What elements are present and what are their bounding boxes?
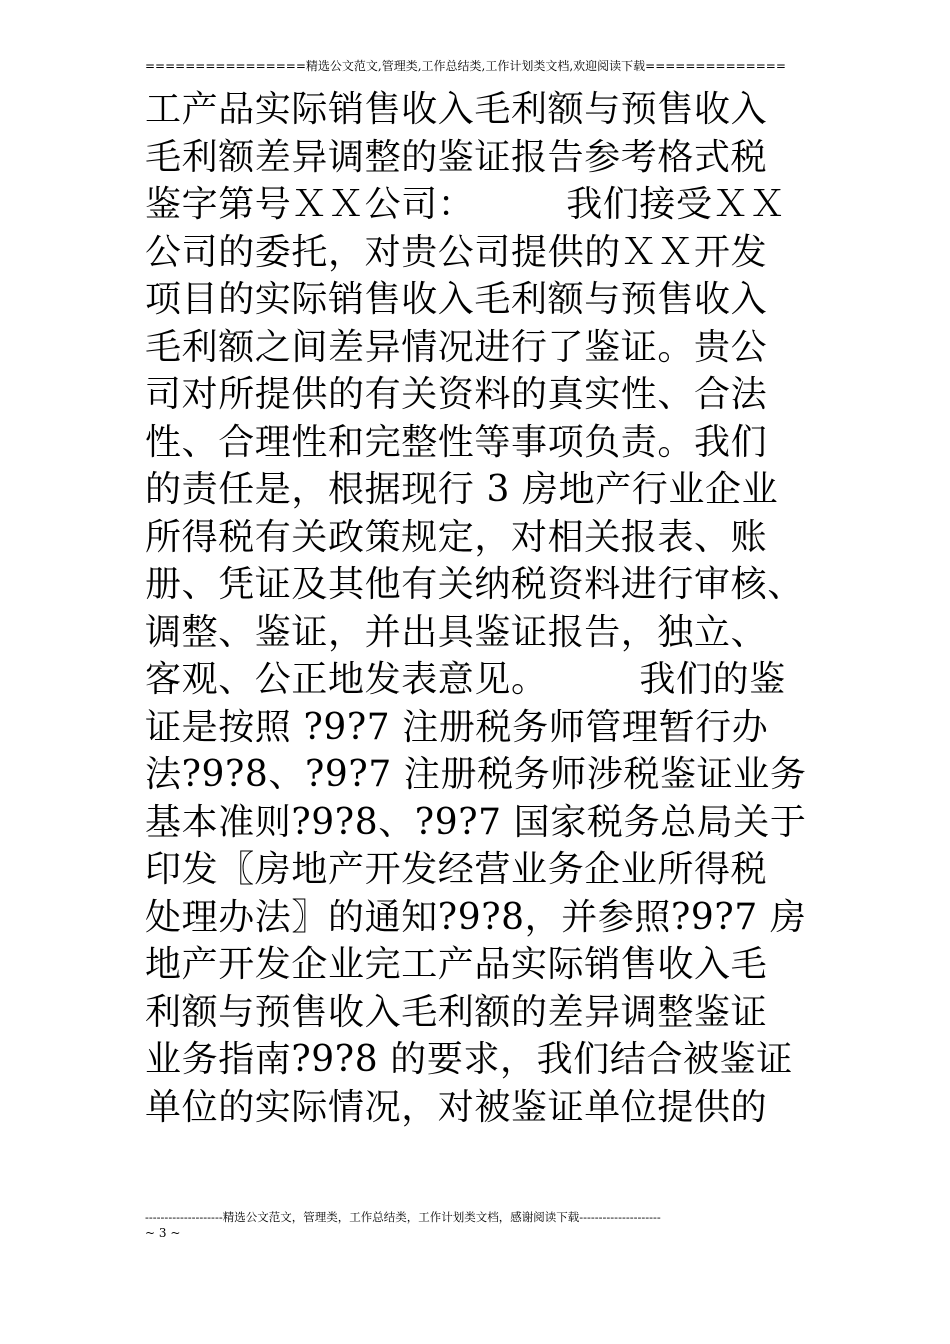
- body-line: 基本准则?9?8、?9?7 国家税务总局关于: [145, 801, 807, 843]
- body-line: 公司的委托，对贵公司提供的ＸＸ开发: [145, 231, 768, 273]
- body-line: 印发〖房地产开发经营业务企业所得税: [145, 849, 768, 890]
- body-line: 册、凭证及其他有关纳税资料进行审核、: [145, 564, 804, 605]
- body-line: 工产品实际销售收入毛利额与预售收入: [145, 89, 768, 130]
- page-number: ~ 3 ~: [145, 1226, 181, 1240]
- document-body: [145, 86, 810, 1131]
- body-line: 所得税有关政策规定，对相关报表、账: [145, 516, 768, 558]
- body-line: 鉴字第号ＸＸ公司： 我们接受ＸＸ: [145, 184, 786, 225]
- body-line: 项目的实际销售收入毛利额与预售收入: [145, 279, 768, 320]
- body-line: 毛利额差异调整的鉴证报告参考格式税: [145, 136, 768, 178]
- body-line: 地产开发企业完工产品实际销售收入毛: [145, 944, 768, 985]
- body-line: 性、合理性和完整性等事项负责。我们: [145, 421, 768, 463]
- body-line: 业务指南?9?8 的要求，我们结合被鉴证: [145, 1039, 793, 1080]
- header-banner: ================精选公文范文,管理类,工作总结类,工作计划类文档,欢迎阅读下载==============: [145, 59, 786, 73]
- body-line: 调整、鉴证，并出具鉴证报告，独立、: [145, 611, 768, 653]
- body-line: 毛利额之间差异情况进行了鉴证。贵公: [145, 326, 768, 368]
- body-line: 利额与预售收入毛利额的差异调整鉴证: [145, 991, 768, 1033]
- body-line: 法?9?8、?9?7 注册税务师涉税鉴证业务: [145, 754, 807, 795]
- body-line: 司对所提供的有关资料的真实性、合法: [145, 374, 768, 415]
- footer-banner: --------------------精选公文范文，管理类，工作总结类，工作计划类文档，感谢阅读下载---------------------: [145, 1210, 661, 1224]
- body-line: 处理办法〗的通知?9?8，并参照?9?7 房: [145, 896, 807, 938]
- body-line: 单位的实际情况，对被鉴证单位提供的: [145, 1086, 768, 1128]
- body-line: 证是按照 ?9?7 注册税务师管理暂行办: [145, 706, 769, 748]
- body-line: 的责任是，根据现行 3 房地产行业企业: [145, 469, 779, 510]
- body-line: 客观、公正地发表意见。 我们的鉴: [145, 659, 786, 700]
